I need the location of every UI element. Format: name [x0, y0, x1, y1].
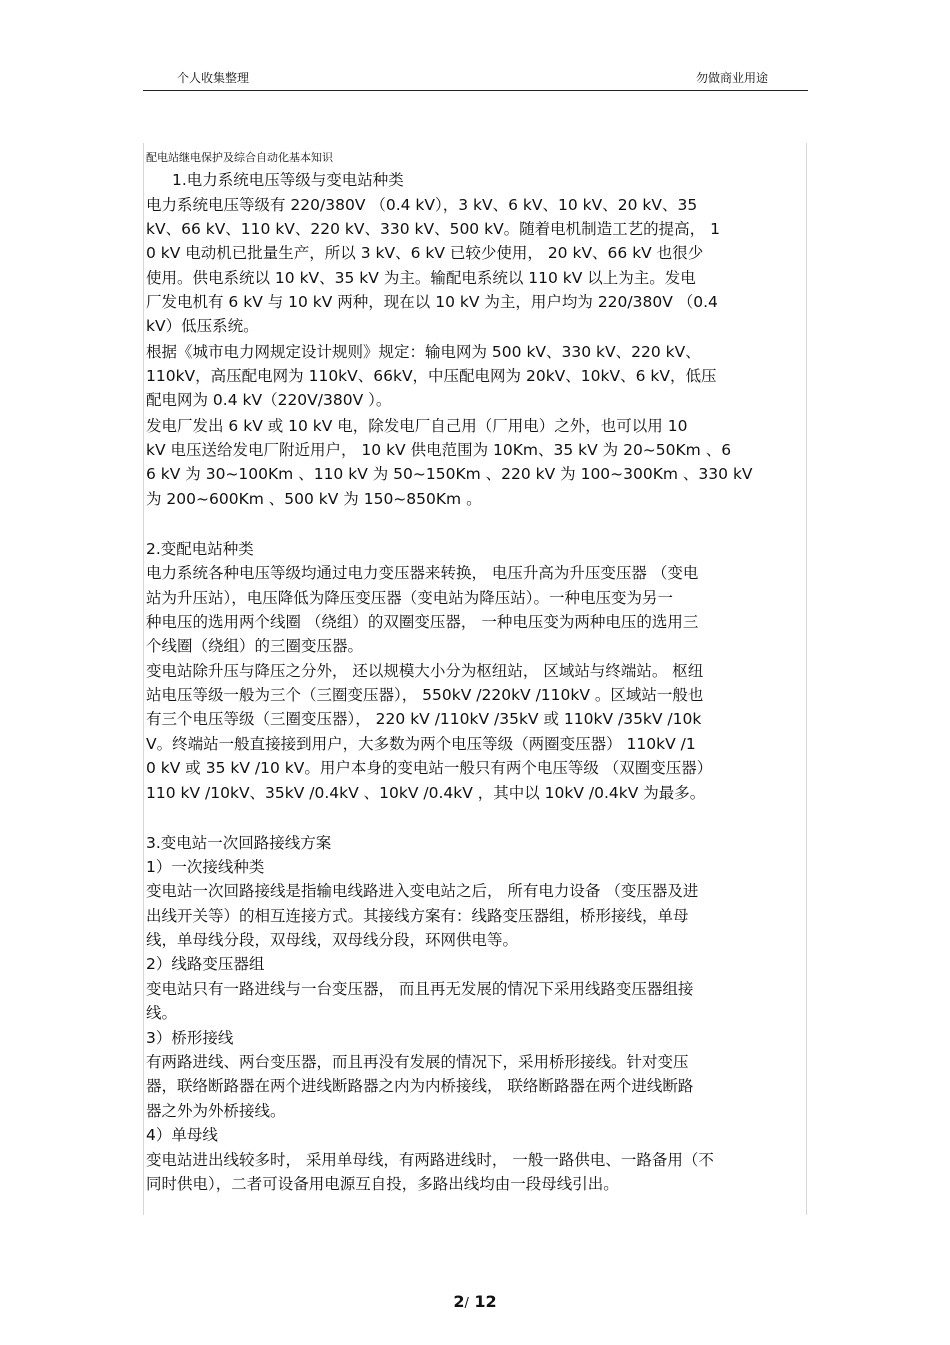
paragraph-line: V。终端站一般直接接到用户，大多数为两个电压等级（两圈变压器） 110kV /1: [146, 735, 696, 753]
paragraph-line: kV）低压系统。: [146, 317, 259, 335]
paragraph-line: 使用。供电系统以 10 kV、35 kV 为主。输配电系统以 110 kV 以上为主。发电: [146, 269, 696, 287]
subsection-heading: 1）一次接线种类: [146, 858, 265, 876]
paragraph-line: 变电站进出线较多时， 采用单母线，有两路进线时， 一般一路供电、一路备用（不: [146, 1151, 714, 1169]
subsection-heading: 2）线路变压器组: [146, 955, 265, 973]
subsection-heading: 3）桥形接线: [146, 1029, 234, 1047]
paragraph-line: 种电压的选用两个线圈 （绕组）的双圈变压器， 一种电压变为两种电压的选用三: [146, 613, 699, 631]
section-heading: 3.变电站一次回路接线方案: [146, 834, 332, 852]
paragraph-line: 有两路进线、两台变压器，而且再没有发展的情况下，采用桥形接线。针对变压: [146, 1053, 689, 1071]
paragraph-line: 站为升压站），电压降低为降压变压器（变电站为降压站）。一种电压变为另一: [146, 589, 674, 607]
paragraph-line: 配电网为 0.4 kV（220V/380V ）。: [146, 391, 392, 409]
paragraph-line: 有三个电压等级（三圈变压器）， 220 kV /110kV /35kV 或 110kV /35kV /10k: [146, 710, 702, 728]
paragraph-line: 变电站只有一路进线与一台变压器， 而且再无发展的情况下采用线路变压器组接: [146, 980, 694, 998]
paragraph-line: 厂发电机有 6 kV 与 10 kV 两种，现在以 10 kV 为主，用户均为 220/380V （0.4: [146, 293, 718, 311]
page-current: 2: [453, 1292, 465, 1311]
page-number: [0, 1292, 950, 1311]
document-title: 配电站继电保护及综合自动化基本知识: [146, 151, 333, 164]
document-body: [143, 143, 807, 1215]
paragraph-line: 电力系统各种电压等级均通过电力变压器来转换， 电压升高为升压变压器 （变电: [146, 564, 699, 582]
paragraph-line: 器之外为外桥接线。: [146, 1102, 286, 1120]
paragraph-line: 110kV，高压配电网为 110kV、66kV，中压配电网为 20kV、10kV、6 kV，低压: [146, 367, 717, 385]
paragraph-line: 电力系统电压等级有 220/380V （0.4 kV），3 kV、6 kV、10 kV、20 kV、35: [146, 196, 698, 214]
header-left-text: 个人收集整理: [177, 71, 250, 85]
paragraph-line: kV、66 kV、110 kV、220 kV、330 kV、500 kV。随着电机制造工艺的提高， 1: [146, 220, 720, 238]
paragraph-line: 同时供电），二者可设备用电源互自投，多路出线均由一段母线引出。: [146, 1175, 619, 1193]
paragraph-line: 个线圈（绕组）的三圈变压器。: [146, 637, 364, 655]
paragraph-line: 0 kV 电动机已批量生产，所以 3 kV、6 kV 已较少使用， 20 kV、66 kV 也很少: [146, 244, 704, 262]
paragraph-line: 变电站一次回路接线是指输电线路进入变电站之后， 所有电力设备 （变压器及进: [146, 882, 699, 900]
page-total: 12: [474, 1292, 497, 1311]
paragraph-line: kV 电压送给发电厂附近用户， 10 kV 供电范围为 10Km、35 kV 为 20~50Km 、6: [146, 441, 732, 459]
subsection-heading: 4）单母线: [146, 1126, 218, 1144]
paragraph-line: 出线开关等）的相互连接方式。其接线方案有：线路变压器组，桥形接线，单母: [146, 907, 689, 925]
paragraph-line: 变电站除升压与降压之分外， 还以规模大小分为枢纽站， 区域站与终端站。 枢纽: [146, 662, 704, 680]
paragraph-line: 根据《城市电力网规定设计规则》规定：输电网为 500 kV、330 kV、220 kV、: [146, 343, 701, 361]
header-right-text: 勿做商业用途: [695, 71, 768, 85]
paragraph-line: 6 kV 为 30~100Km 、110 kV 为 50~150Km 、220 kV 为 100~300Km 、330 kV: [146, 465, 753, 483]
page-header: [143, 66, 808, 91]
section-heading: 2.变配电站种类: [146, 540, 254, 558]
paragraph-line: 110 kV /10kV、35kV /0.4kV 、10kV /0.4kV ，其中以 10kV /0.4kV 为最多。: [146, 784, 706, 802]
paragraph-line: 0 kV 或 35 kV /10 kV。用户本身的变电站一般只有两个电压等级 （双圈变压器）: [146, 759, 713, 777]
paragraph-line: 发电厂发出 6 kV 或 10 kV 电，除发电厂自己用（厂用电）之外，也可以用 10: [146, 417, 688, 435]
paragraph-line: 器，联络断路器在两个进线断路器之内为内桥接线， 联络断路器在两个进线断路: [146, 1077, 694, 1095]
paragraph-line: 为 200~600Km 、500 kV 为 150~850Km 。: [146, 490, 482, 508]
section-heading: 1.电力系统电压等级与变电站种类: [172, 171, 404, 189]
page-separator: /: [464, 1296, 469, 1311]
paragraph-line: 线。: [146, 1004, 178, 1022]
paragraph-line: 线，单母线分段，双母线，双母线分段，环网供电等。: [146, 931, 519, 949]
paragraph-line: 站电压等级一般为三个（三圈变压器）， 550kV /220kV /110kV 。区域站一般也: [146, 686, 704, 704]
